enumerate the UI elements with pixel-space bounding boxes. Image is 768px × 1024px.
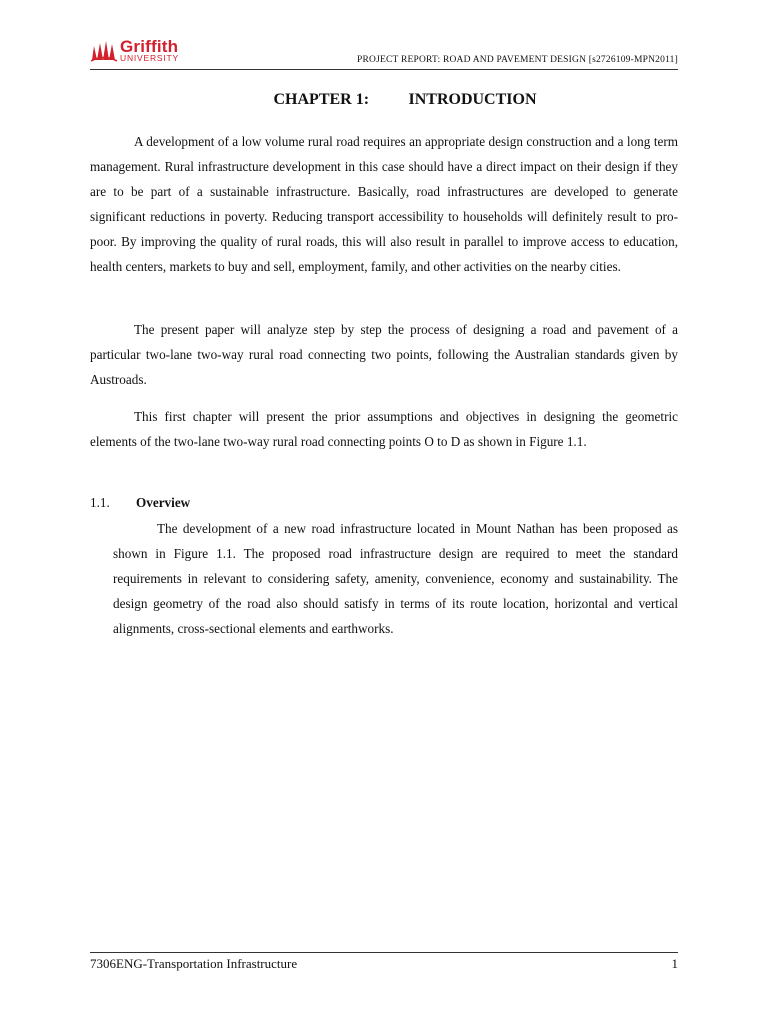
- body-paragraph: The present paper will analyze step by step the process of designing a road and pavement of a particular two-lane two-way rural road connecting two points, following the Australian standards given by Austroads.: [90, 322, 678, 387]
- griffith-logo: [90, 38, 200, 66]
- body-paragraph: A development of a low volume rural road requires an appropriate design construction and a long term management. Rural infrastructure development in this case should have a direct impact on their design if they are to be part of a sustainable infrastructure. Basically, road infrastructures are developed to generate significant reductions in poverty. Reducing transport accessibility to households will definitely result to pro-poor. By improving the quality of rural roads, this will also result in parallel to improve access to education, health centers, markets to buy and sell, employment, family, and other activities on the nearby cities.: [90, 134, 678, 274]
- griffith-emblem-icon: [90, 40, 118, 62]
- logo-name: Griffith: [120, 37, 179, 56]
- chapter-number: CHAPTER 1:: [273, 91, 370, 108]
- section-number: 1.1.: [90, 495, 110, 510]
- logo-subtitle: UNIVERSITY: [120, 53, 180, 63]
- chapter-heading: [0, 91, 768, 109]
- footer-course: 7306ENG-Transportation Infrastructure: [90, 956, 298, 971]
- section-heading: [90, 493, 190, 513]
- header-divider: [90, 69, 678, 70]
- section-paragraph: The development of a new road infrastructure located in Mount Nathan has been proposed as shown in Figure 1.1. The proposed road infrastructure design are required to meet the standard requirements in relevant to considering safety, amenity, convenience, economy and sustainability. The design geometry of the road also should satisfy in terms of its route location, horizontal and vertical alignments, cross-sectional elements and earthworks.: [113, 521, 678, 636]
- footer-divider: [90, 952, 678, 953]
- running-header: PROJECT REPORT: ROAD AND PAVEMENT DESIGN [s2726109-MPN2011]: [357, 55, 678, 65]
- section-title: Overview: [136, 495, 191, 510]
- page-number: 1: [671, 956, 678, 971]
- chapter-title: INTRODUCTION: [408, 91, 537, 108]
- body-paragraph: This first chapter will present the prior assumptions and objectives in designing the geometric elements of the two-lane two-way rural road connecting points O to D as shown in Figure 1.1.: [90, 409, 678, 449]
